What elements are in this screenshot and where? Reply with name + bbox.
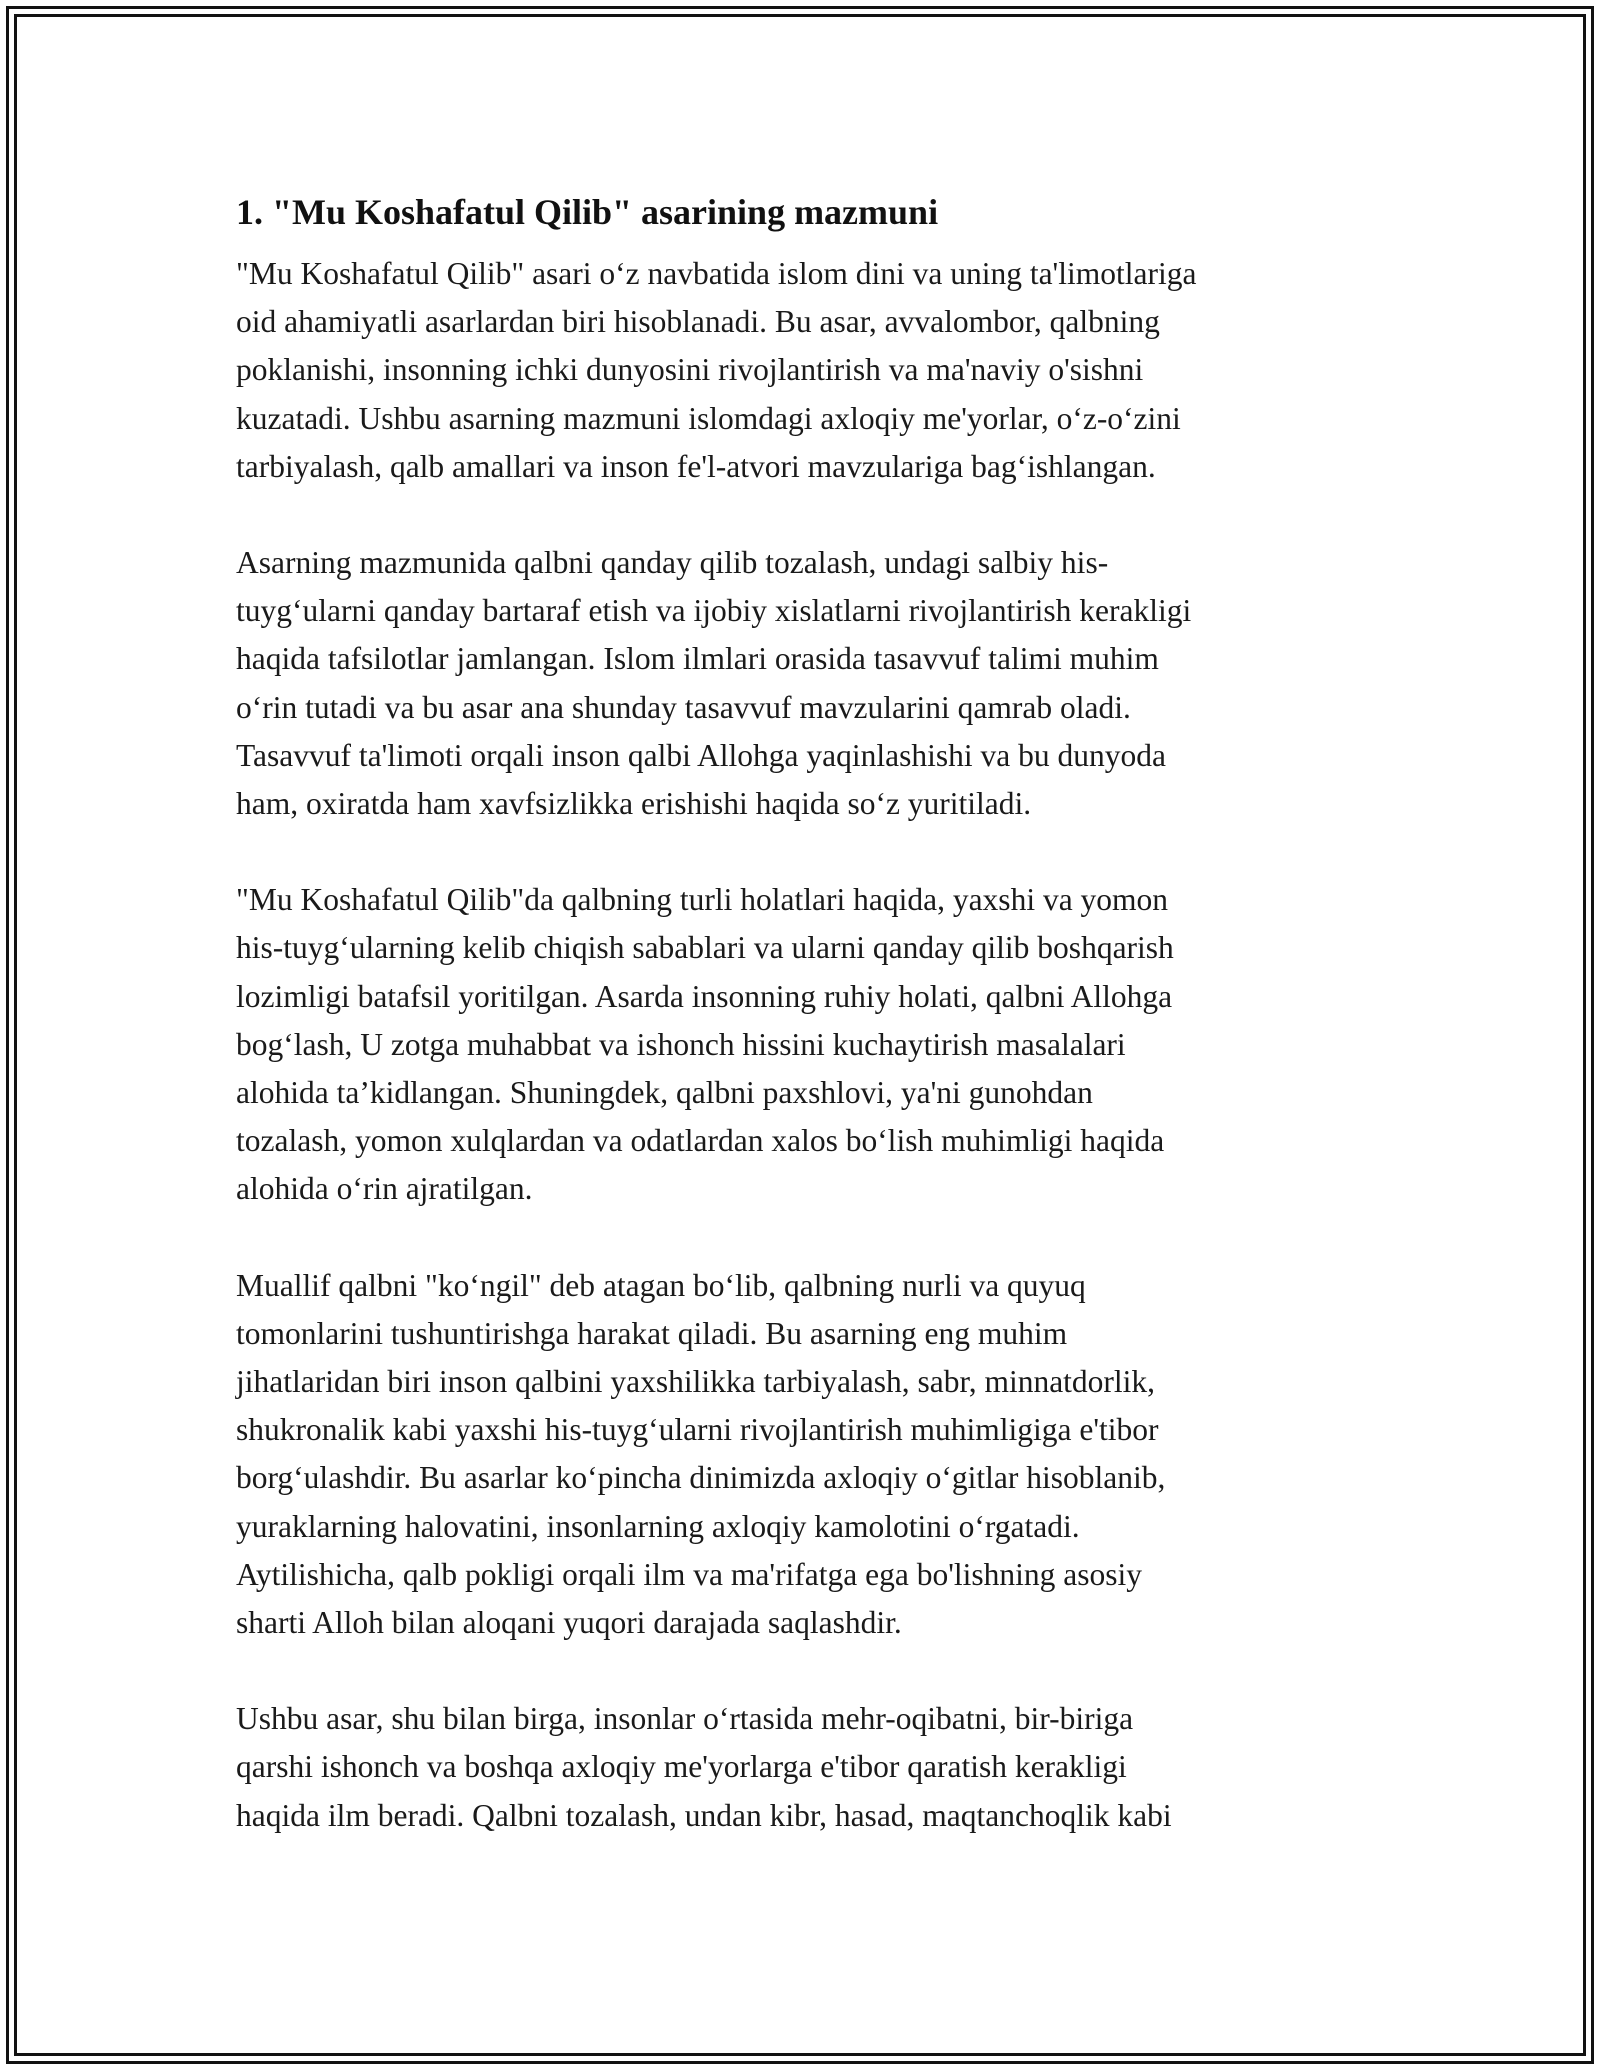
paragraph-4: Muallif qalbni "ko‘ngil" deb atagan bo‘lib, qalbning nurli va quyuq tomonlarini tushuntirishga harakat qiladi. Bu asarning eng muhim jihatlaridan biri inson qalbini yaxshilikka tarbiyalash, sabr, minnatdorlik, shukronalik kabi yaxshi his-tuyg‘ularni rivojlantirish muhimligiga e'tibor borg‘ulashdir. Bu asarlar ko‘pincha dinimizda axloqiy o‘gitlar hisoblanib, yuraklarning halovatini, insonlarning axloqiy kamolotini o‘rgatadi. Aytilishicha, qalb pokligi orqali ilm va ma'rifatga ega bo'lishning asosiy sharti Alloh bilan aloqani yuqori darajada saqlashdir. [236, 1267, 1166, 1641]
section-heading: 1. "Mu Koshafatul Qilib" asarining mazmuni [236, 192, 939, 232]
paragraph-5: Ushbu asar, shu bilan birga, insonlar o‘rtasida mehr-oqibatni, bir-biriga qarshi ishonch va boshqa axloqiy me'yorlarga e'tibor qaratish kerakligi haqida ilm beradi. Qalbni tozalash, undan kibr, hasad, maqtanchoqlik kabi [236, 1701, 1172, 1833]
paragraph-1: "Mu Koshafatul Qilib" asari o‘z navbatida islom dini va uning ta'limotlariga oid ahamiyatli asarlardan biri hisoblanadi. Bu asar, avvalombor, qalbning poklanishi, insonning ichki dunyosini rivojlantirish va ma'naviy o'sishni kuzatadi. Ushbu asarning mazmuni islomdagi axloqiy me'yorlar, o‘z-o‘zini tarbiyalash, qalb amallari va inson fe'l-atvori mavzulariga bag‘ishlangan. [236, 256, 1197, 484]
paragraph-2: Asarning mazmunida qalbni qanday qilib tozalash, undagi salbiy his- tuyg‘ularni qanday bartaraf etish va ijobiy xislatlarni rivojlantirish kerakligi haqida tafsilotlar jamlangan. Islom ilmlari orasida tasavvuf talimi muhim o‘rin tutadi va bu asar ana shunday tasavvuf mavzularini qamrab oladi. Tasavvuf ta'limoti orqali inson qalbi Allohga yaqinlashishi va bu dunyoda ham, oxiratda ham xavfsizlikka erishishi haqida so‘z yuritiladi. [236, 545, 1192, 822]
document-body [236, 188, 1366, 1888]
paragraph-3: "Mu Koshafatul Qilib"da qalbning turli holatlari haqida, yaxshi va yomon his-tuyg‘ularning kelib chiqish sabablari va ularni qanday qilib boshqarish lozimligi batafsil yoritilgan. Asarda insonning ruhiy holati, qalbni Allohga bog‘lash, U zotga muhabbat va ishonch hissini kuchaytirish masalalari alohida ta’kidlangan. Shuningdek, qalbni paxshlovi, ya'ni gunohdan tozalash, yomon xulqlardan va odatlardan xalos bo‘lish muhimligi haqida alohida o‘rin ajratilgan. [236, 882, 1174, 1207]
